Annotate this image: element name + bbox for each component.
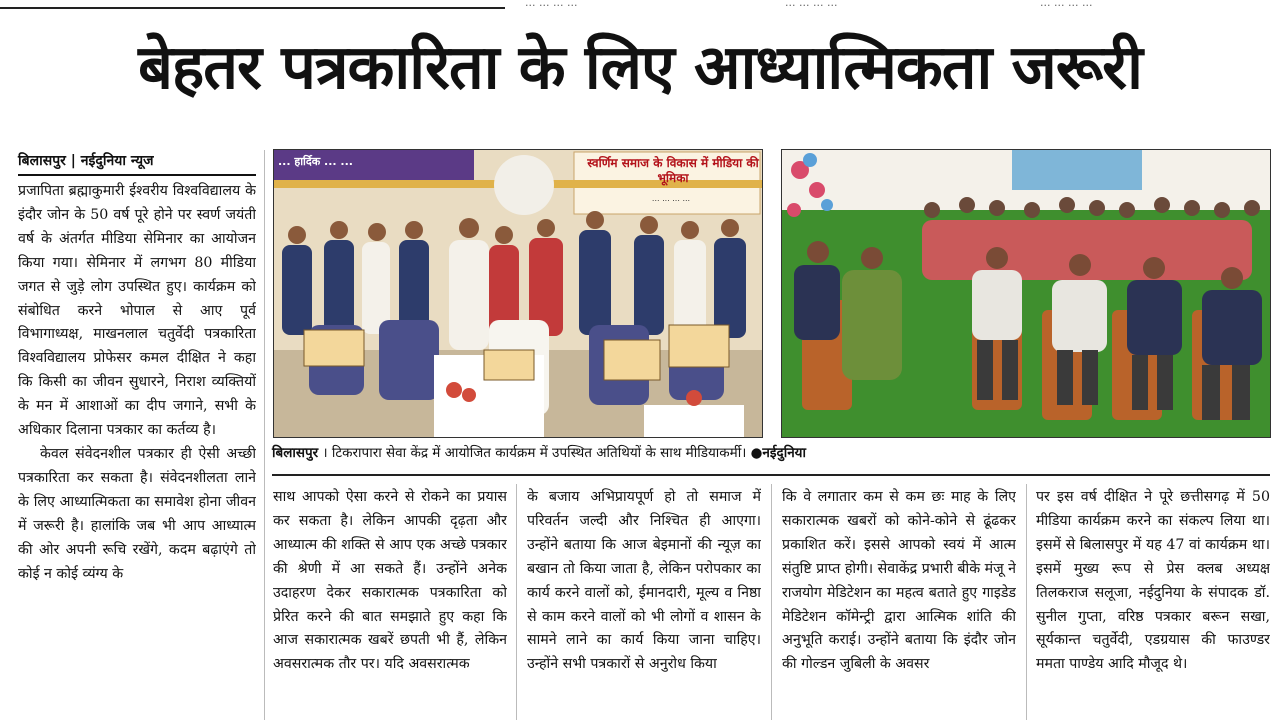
banner-subtitle: ... ... ... ... — [651, 194, 691, 203]
paragraph: कि वे लगातार कम से कम छः माह के लिए सकारात्मक खबरों को कोने-कोने से ढूंढकर प्रकाशित करें। इससे आपको स्वयं में आत्म संतुष्टि प्राप्त होगी। सेवाकेंद्र प्रभारी बीके मंजू ने राजयोग मेडिटेशन का महत्व बताते हुए गाइडेड मेडिटेशन कॉमेन्ट्री द्वारा आत्मिक शांति की अनुभूति कराई। उन्होंने बताया कि इंदौर जोन की गोल्डन जुबिली के अवसर — [782, 489, 1016, 673]
paragraph: के बजाय अभिप्रायपूर्ण हो तो समाज में परिवर्तन जल्दी और निश्चित ही आएगा। उन्होंने बताया कि आज बेइमानों की न्यूज़ का बखान तो किया जाता है, लेकिन परोपकार का कार्य करने वालों को, ईमानदारी, मूल्य व निष्ठा से काम करने वालों को भी लोगों व शासन के सामने लाने का कार्य किया जाना चाहिए। उन्होंने सभी पत्रकारों से अनुरोध किया — [527, 489, 761, 673]
top-snippet: ... ... ... ... — [785, 0, 838, 9]
article-column-5 — [1036, 486, 1270, 720]
column-divider — [771, 484, 772, 720]
caption-text: । टिकरापारा सेवा केंद्र में आयोजित कार्यक्रम में उपस्थित अतिथियों के साथ मीडियाकर्मी। — [318, 445, 751, 461]
paragraph: प्रजापिता ब्रह्माकुमारी ईश्वरीय विश्वविद्यालय के इंदौर जोन के 50 वर्ष पूरे होने पर स्वर्ण जयंती वर्ष के अंतर्गत मीडिया सेमिनार का आयोजन किया गया। सेमिनार में लगभग 80 मीडिया जगत से जुड़े लोग उपस्थित हुए। कार्यक्रम को संबोधित करने भोपाल से आए पूर्व विभागाध्यक्ष, माखनलाल चतुर्वेदी पत्रकारिता विश्वविद्यालय प्रोफेसर कमल दीक्षित ने कहा कि किसी का जीवन सुधारने, निराश व्यक्तियों के मन में आशाओं का दीप जगाने, सभी के अधिकार दिलाना पत्रकार का कर्तव्य है। — [18, 183, 256, 439]
article-column-2 — [273, 486, 507, 720]
photo-stage-group — [273, 149, 763, 438]
article-column-3 — [527, 486, 761, 720]
paragraph: केवल संवेदनशील पत्रकार ही ऐसी अच्छी पत्रकारिता कर सकता है। संवेदनशीलता लाने के लिए आध्यात्मिकता का समावेश होना जीवन में जरूरी है। हालांकि जब भी आप आध्यात्म की ओर अपनी रूचि रखेंगे, कदम बढ़ाएंगे तो कोई न कोई व्यंग्य के — [18, 445, 256, 582]
photo-audience — [781, 149, 1271, 438]
caption-place: बिलासपुर — [272, 445, 319, 461]
headline: बेहतर पत्रकारिता के लिए आध्यात्मिकता जरूरी — [138, 32, 1142, 103]
paragraph: पर इस वर्ष दीक्षित ने पूरे छत्तीसगढ़ में 50 मीडिया कार्यक्रम करने का संकल्प लिया था। इसमें से बिलासपुर में यह 47 वां कार्यक्रम था। इसमें मुख्य रूप से प्रेस क्लब अध्यक्ष तिलकराज सलूजा, नईदुनिया के संपादक डॉ. सुनील गुप्ता, वरिष्ठ पत्रकार बरून सखा, सूर्यकान्त चतुर्वेदी, एडग्रयास की फाउण्डर ममता पाण्डेय आदि मौजूद थे। — [1036, 489, 1270, 673]
photo-audience-image — [782, 150, 1270, 437]
column-divider — [516, 484, 517, 720]
top-snippet: ... ... ... ... — [525, 0, 578, 9]
byline-rule — [18, 174, 256, 176]
top-strip — [0, 0, 1280, 14]
banner-title: स्वर्णिम समाज के विकास में मीडिया की भूमिका — [587, 156, 759, 185]
article-column-4 — [782, 486, 1016, 720]
top-rule — [0, 7, 505, 9]
column-divider — [264, 150, 265, 720]
caption-rule — [272, 474, 1270, 476]
caption-credit: ●नईदुनिया — [750, 445, 807, 461]
banner-left-text: ... हार्दिक ... ... — [278, 155, 353, 168]
photo-caption — [272, 442, 1270, 464]
byline: बिलासपुर | नईदुनिया न्यूज — [18, 153, 154, 169]
column-divider — [1026, 484, 1027, 720]
paragraph: साथ आपको ऐसा करने से रोकने का प्रयास कर सकता है। लेकिन आपकी दृढ़ता और आध्यात्म की शक्ति से आप एक अच्छे पत्रकार की श्रेणी में आ सकते हैं। उन्होंने अनेक उदाहरण देकर सकारात्मक पत्रकारिता को प्रेरित करने की बात समझाते हुए कहा कि आज सकारात्मक खबरें छपती भी हैं, लेकिन अवसरात्मक तौर पर। यदि अवसरात्मक — [273, 489, 507, 673]
top-snippet: ... ... ... ... — [1040, 0, 1093, 9]
article-column-1 — [18, 180, 256, 720]
